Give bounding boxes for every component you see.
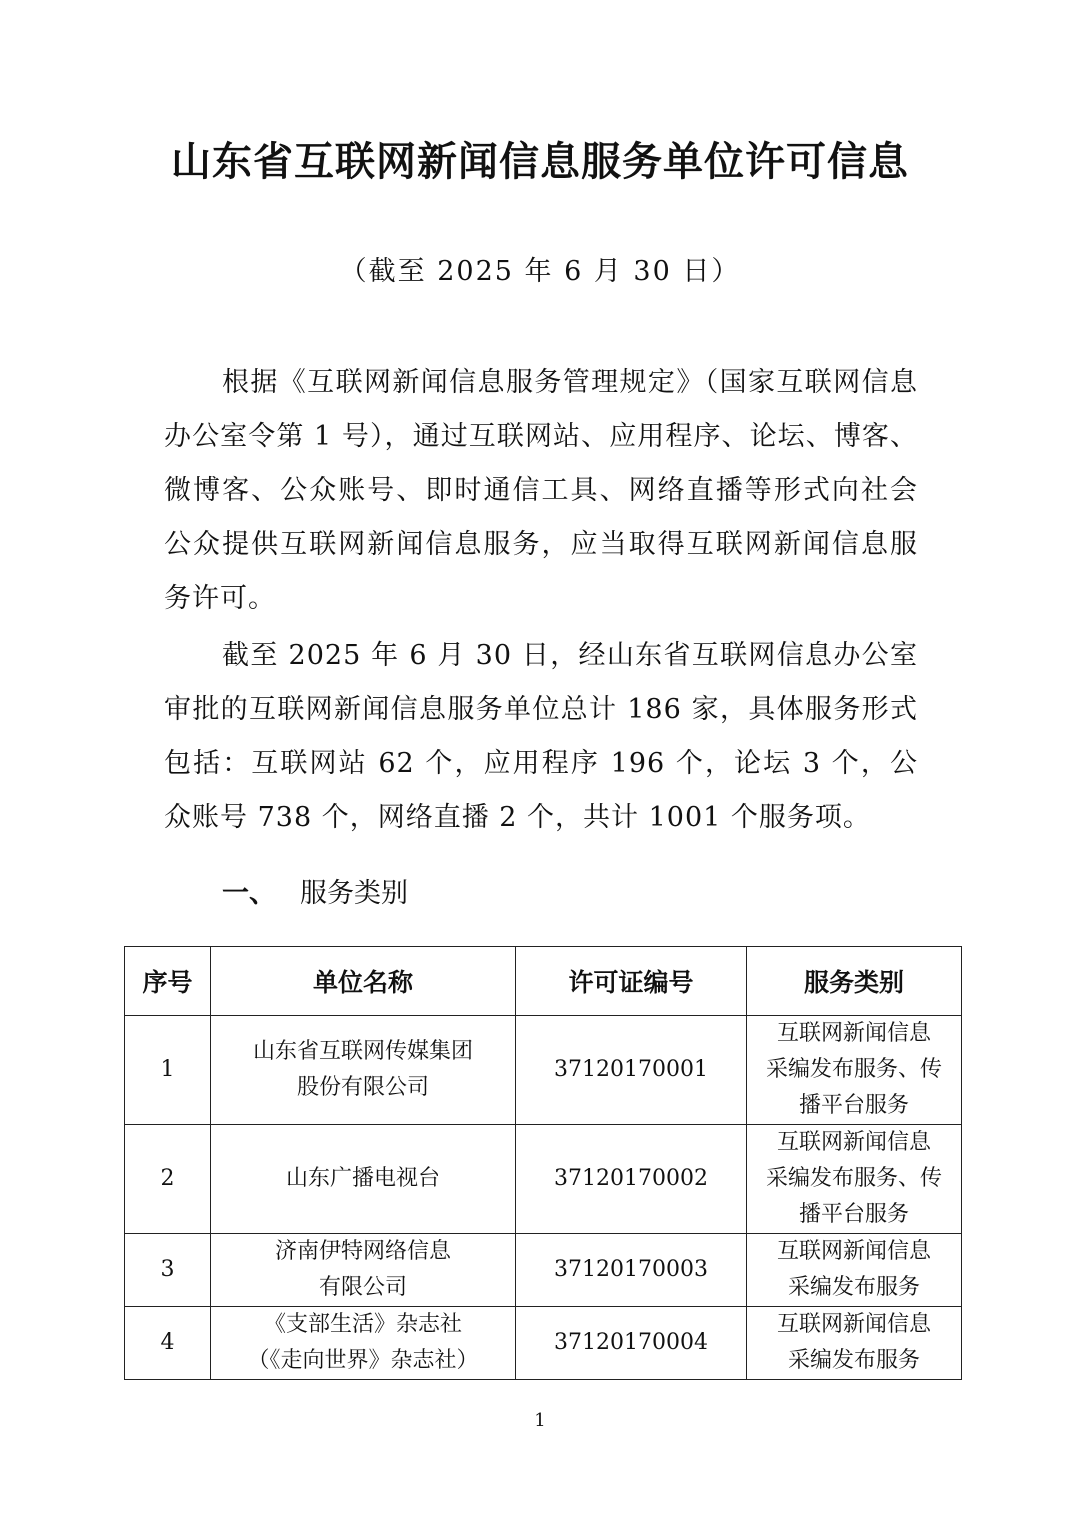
paragraph-regulation: 根据《互联网新闻信息服务管理规定》（国家互联网信息办公室令第 1 号），通过互联网站、应用程序、论坛、博客、微博客、公众账号、即时通信工具、网络直播等形式向社会公众提供互联网新闻信息服务，应当取得互联网新闻信息服务许可。 [164, 367, 918, 614]
section-heading [222, 868, 408, 920]
cell-license: 37120170002 [516, 1125, 747, 1234]
table-header-row [125, 947, 962, 1016]
table-row [125, 1234, 962, 1307]
paragraph-statistics: 截至 2025 年 6 月 30 日，经山东省互联网信息办公室审批的互联网新闻信息服务单位总计 186 家，具体服务形式包括：互联网站 62 个，应用程序 196 个，论坛 3 个，公众账号 738 个，网络直播 2 个，共计 1001 个服务项。 [164, 640, 918, 833]
header-category: 服务类别 [747, 947, 962, 1016]
category-line: 采编发布服务 [787, 1348, 920, 1373]
license-table [124, 946, 962, 1380]
table-row [125, 1125, 962, 1234]
cell-category [747, 1307, 962, 1380]
category-line: 互联网新闻信息 [776, 1021, 931, 1046]
page-number: 1 [534, 1410, 546, 1431]
name-line: 《支部生活》杂志社 [263, 1312, 462, 1337]
category-line: 播平台服务 [798, 1202, 909, 1227]
cell-name [211, 1234, 516, 1307]
cell-license: 37120170001 [516, 1016, 747, 1125]
section-number: 一、 [222, 878, 276, 909]
cell-seq: 3 [125, 1234, 211, 1307]
cell-seq: 1 [125, 1016, 211, 1125]
header-name: 单位名称 [211, 947, 516, 1016]
cell-seq: 2 [125, 1125, 211, 1234]
category-line: 互联网新闻信息 [776, 1312, 931, 1337]
category-line: 播平台服务 [798, 1093, 909, 1118]
cell-name [211, 1016, 516, 1125]
cell-category [747, 1016, 962, 1125]
name-line: 山东省互联网传媒集团 [252, 1039, 473, 1064]
category-line: 采编发布服务、传 [765, 1166, 942, 1191]
cell-seq: 4 [125, 1307, 211, 1380]
category-line: 采编发布服务、传 [765, 1057, 942, 1082]
header-license: 许可证编号 [516, 947, 747, 1016]
category-line: 互联网新闻信息 [776, 1130, 931, 1155]
name-line: 有限公司 [318, 1275, 407, 1300]
name-line: 济南伊特网络信息 [274, 1239, 451, 1264]
name-line: （《走向世界》杂志社） [247, 1348, 479, 1373]
name-line: 山东广播电视台 [285, 1166, 440, 1191]
cell-license: 37120170003 [516, 1234, 747, 1307]
cell-name [211, 1125, 516, 1234]
document-title: 山东省互联网新闻信息服务单位许可信息 [171, 139, 909, 185]
cell-category [747, 1125, 962, 1234]
category-line: 互联网新闻信息 [776, 1239, 931, 1264]
cell-name [211, 1307, 516, 1380]
name-line: 股份有限公司 [296, 1075, 429, 1100]
table-row [125, 1307, 962, 1380]
cell-category [747, 1234, 962, 1307]
cell-license: 37120170004 [516, 1307, 747, 1380]
date-note: （截至 2025 年 6 月 30 日） [339, 256, 741, 287]
category-line: 采编发布服务 [787, 1275, 920, 1300]
header-seq: 序号 [125, 947, 211, 1016]
section-title: 服务类别 [300, 878, 408, 909]
table-row [125, 1016, 962, 1125]
